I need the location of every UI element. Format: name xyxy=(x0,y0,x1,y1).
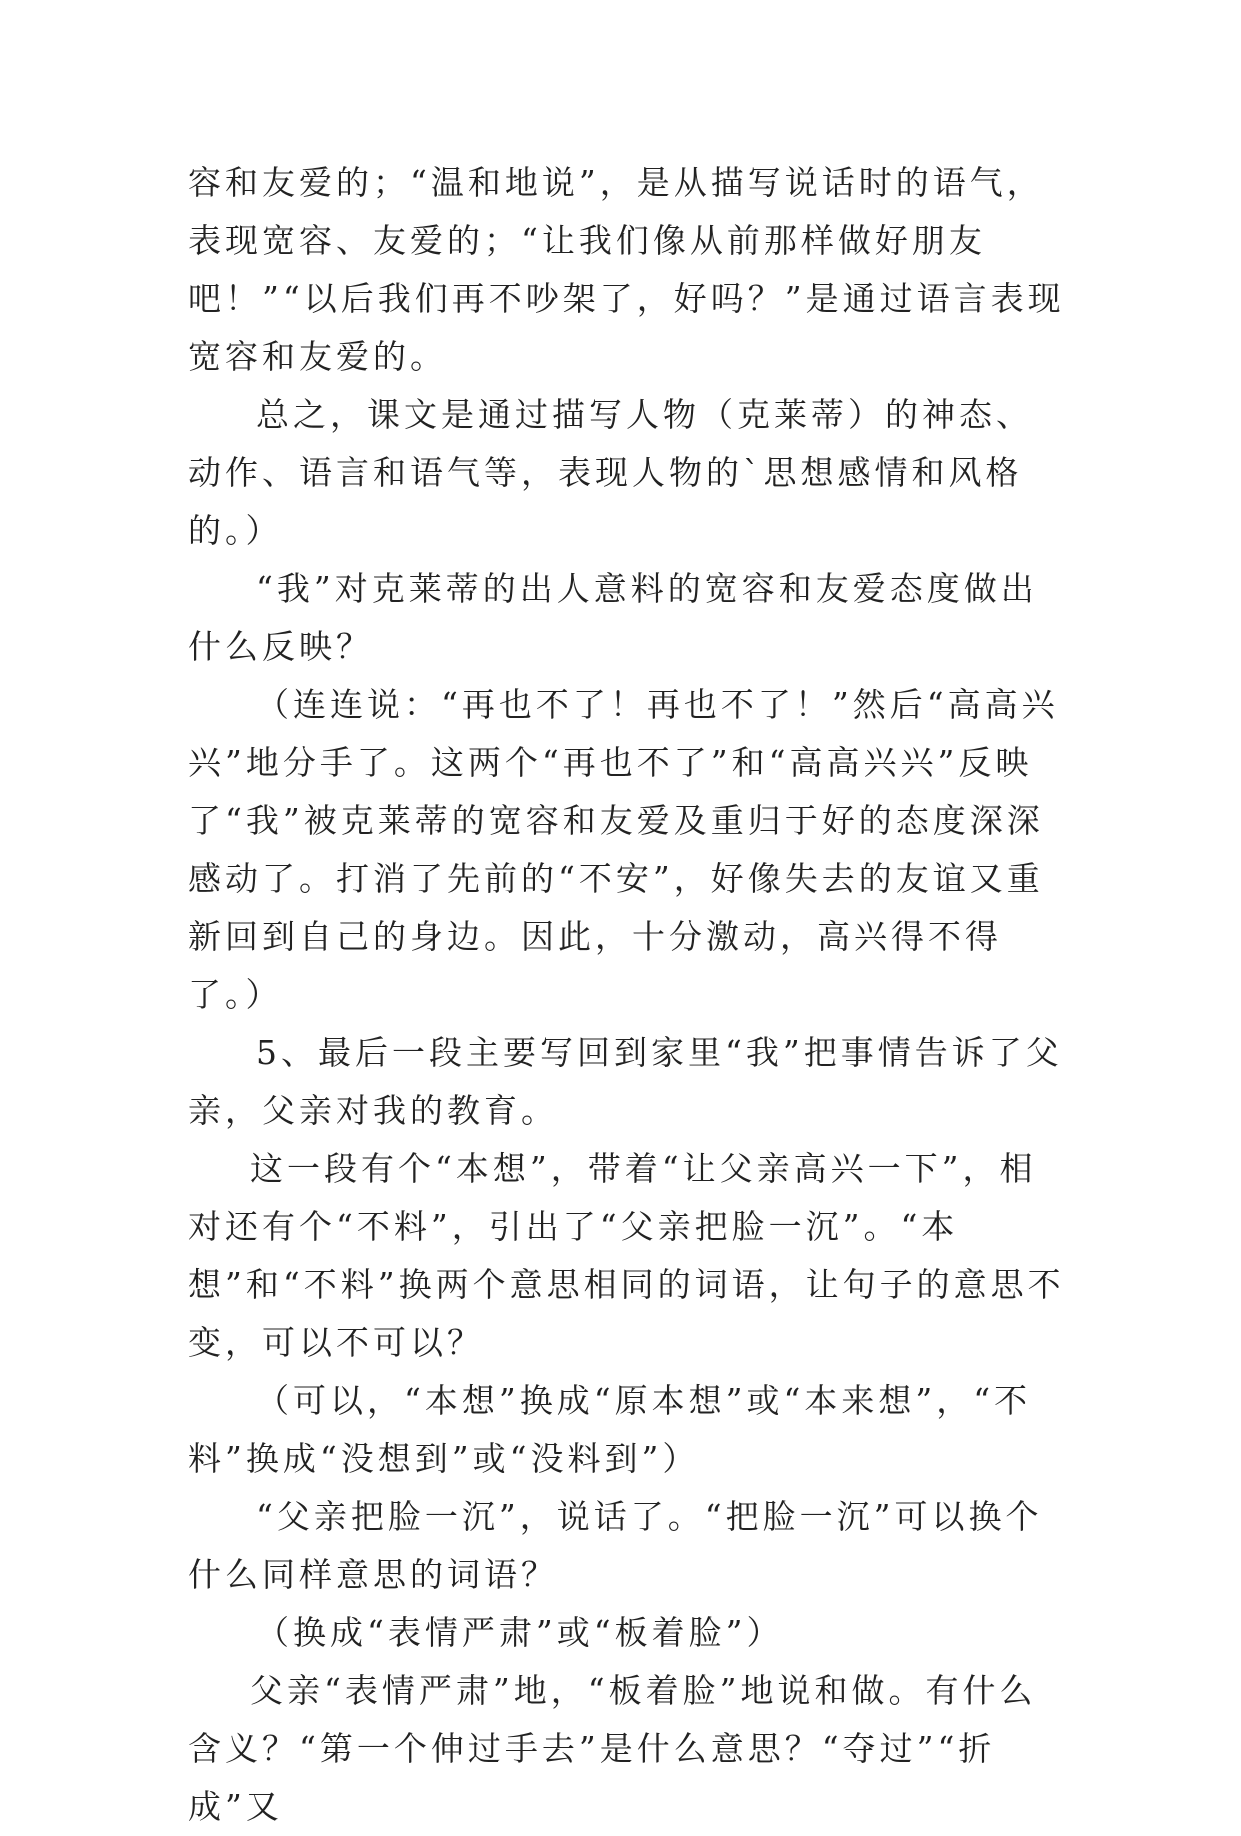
paragraph-3: “我”对克莱蒂的出人意料的宽容和友爱态度做出什么反映？ xyxy=(188,569,1038,666)
paragraph-7: （可以，“本想”换成“原本想”或“本来想”，“不料”换成“没想到”或“没料到”） xyxy=(188,1381,1032,1478)
paragraph-1: 容和友爱的；“温和地说”，是从描写说话时的语气，表现宽容、友爱的；“让我们像从前那样做好朋友吧！”“以后我们再不吵架了，好吗？”是通过语言表现宽容和友爱的。 xyxy=(188,163,1065,376)
paragraph-8: “父亲把脸一沉”，说话了。“把脸一沉”可以换个什么同样意思的词语？ xyxy=(188,1497,1043,1594)
paragraph-6: 这一段有个“本想”，带着“让父亲高兴一下”，相对还有个“不料”，引出了“父亲把脸一沉”。“本想”和“不料”换两个意思相同的词语，让句子的意思不变，可以不可以？ xyxy=(188,1149,1065,1362)
paragraph-2: 总之，课文是通过描写人物（克莱蒂）的神态、动作、语言和语气等，表现人物的`思想感情和风格的。） xyxy=(188,395,1033,550)
document-body xyxy=(188,154,1068,1836)
paragraph-5: 5、最后一段主要写回到家里“我”把事情告诉了父亲，父亲对我的教育。 xyxy=(188,1033,1063,1130)
paragraph-10: 父亲“表情严肃”地，“板着脸”地说和做。有什么含义？“第一个伸过手去”是什么意思？“夺过”“折成”又 xyxy=(188,1671,1037,1826)
paragraph-9: （换成“表情严肃”或“板着脸”） xyxy=(256,1613,784,1652)
paragraph-4: （连连说：“再也不了！再也不了！”然后“高高兴兴”地分手了。这两个“再也不了”和“高高兴兴”反映了“我”被克莱蒂的宽容和友爱及重归于好的态度深深感动了。打消了先前的“不安”，好像失去的友谊又重新回到自己的身边。因此，十分激动，高兴得不得了。） xyxy=(188,685,1059,1014)
